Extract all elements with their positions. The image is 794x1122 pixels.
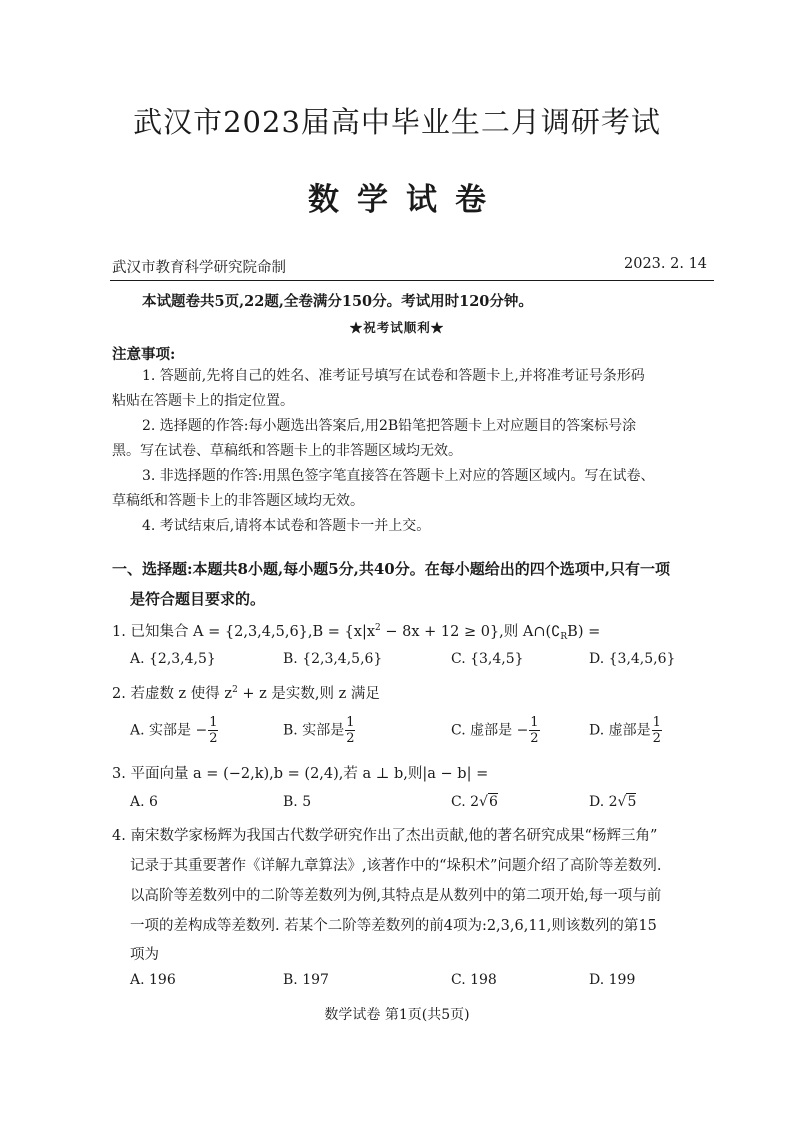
radicand: 6 (488, 794, 498, 810)
fraction (652, 716, 662, 745)
fraction (529, 716, 539, 745)
good-luck-line: ★祝考试顺利★ (349, 320, 445, 335)
question-4-line: 记录于其重要著作《详解九章算法》,该著作中的“垛积术”问题介绍了高阶等差数列. (130, 858, 662, 874)
header-rule (110, 280, 714, 281)
radicand: 5 (627, 794, 637, 810)
q2-stem-part: 2. 若虚数 z 使得 z (112, 686, 233, 702)
section-heading-cont: 是符合题目要求的。 (130, 590, 266, 608)
option-label: B. 5 (283, 794, 312, 810)
question-4-line: 以高阶等差数列中的二阶等差数列为例,其特点是从数列中的第二项开始,每一项与前 (130, 888, 662, 904)
option-label: A. 6 (130, 794, 158, 810)
question-4-option-a: A. 196 (130, 972, 176, 988)
exam-date: 2023. 2. 14 (624, 256, 708, 272)
q1-subscript: R (560, 632, 568, 642)
q2-stem-part: + z 是实数,则 z 满足 (237, 686, 380, 702)
exam-intro: 本试题卷共5页,22题,全卷满分150分。考试用时120分钟。 (142, 293, 533, 310)
question-2-option-d (589, 716, 663, 745)
question-3-option-b (283, 794, 311, 810)
question-1-option-c: C. {3,4,5} (451, 651, 524, 667)
question-2-option-b (283, 716, 356, 745)
fraction-denominator: 2 (652, 731, 661, 746)
notice-line: 4. 考试结束后,请将本试卷和答题卡一并上交。 (142, 518, 431, 534)
fraction (345, 716, 355, 745)
question-1-option-a: A. {2,3,4,5} (130, 651, 216, 667)
question-1-option-d: D. {3,4,5,6} (589, 651, 676, 667)
fraction-numerator: 1 (209, 715, 218, 730)
q1-exponent: 2 (375, 623, 381, 633)
notice-line: 黑。写在试卷、草稿纸和答题卡上的非答题区域均无效。 (112, 443, 462, 459)
question-1-stem (112, 620, 600, 642)
question-2-option-c (451, 716, 541, 745)
q1-stem-part: B) = (567, 624, 601, 640)
issuer: 武汉市教育科学研究院命制 (112, 260, 286, 276)
fraction-numerator: 1 (530, 715, 539, 730)
question-1-option-b: B. {2,3,4,5,6} (283, 651, 383, 667)
option-label: C. 虚部是 − (451, 722, 529, 739)
option-label: B. 实部是 (283, 722, 345, 739)
option-label: A. 实部是 − (130, 722, 208, 739)
question-4-line: 一项的差构成等差数列. 若某个二阶等差数列的前4项为:2,3,6,11,则该数列的第15 (130, 918, 657, 934)
fraction-numerator: 1 (652, 715, 661, 730)
question-3-stem: 3. 平面向量 a = (−2,k),b = (2,4),若 a ⊥ b,则|a − b| = (112, 766, 489, 782)
question-4-option-b: B. 197 (283, 972, 329, 988)
notice-line: 2. 选择题的作答:每小题选出答案后,用2B铅笔把答题卡上对应题目的答案标号涂 (142, 418, 637, 434)
notice-line: 1. 答题前,先将自己的姓名、准考证号填写在试卷和答题卡上,并将准考证号条形码 (142, 368, 645, 384)
q1-stem-part: 1. 已知集合 A = {2,3,4,5,6},B = {x|x (112, 624, 376, 640)
question-3-option-d: D. 2√5 (589, 794, 637, 810)
option-label: D. 虚部是 (589, 722, 651, 739)
section-heading: 一、选择题:本题共8小题,每小题5分,共40分。在每小题给出的四个选项中,只有一项 (112, 560, 670, 578)
exam-subtitle: 数学试卷 (308, 182, 504, 218)
fraction-denominator: 2 (530, 731, 539, 746)
question-4-option-d: D. 199 (589, 972, 636, 988)
notice-line: 草稿纸和答题卡上的非答题区域均无效。 (112, 493, 364, 509)
question-2-option-a (130, 716, 219, 745)
option-label: D. 2 (589, 794, 618, 810)
page-footer: 数学试卷 第1页(共5页) (324, 1007, 470, 1023)
q2-exponent: 2 (232, 685, 238, 695)
question-4-line: 4. 南宋数学家杨辉为我国古代数学研究作出了杰出贡献,他的著名研究成果“杨辉三角” (112, 828, 658, 844)
question-4-line: 项为 (130, 947, 159, 963)
fraction-denominator: 2 (346, 731, 355, 746)
q1-stem-part: − 8x + 12 ≥ 0},则 A∩(∁ (380, 624, 561, 640)
question-3-option-c: C. 2√6 (451, 794, 498, 810)
option-label: C. 2 (451, 794, 480, 810)
question-4-option-c: C. 198 (451, 972, 497, 988)
notice-line: 粘贴在答题卡上的指定位置。 (112, 393, 294, 409)
exam-title: 武汉市2023届高中毕业生二月调研考试 (133, 105, 661, 139)
fraction-denominator: 2 (209, 731, 218, 746)
question-2-stem (112, 682, 380, 703)
fraction (208, 716, 218, 745)
notice-line: 3. 非选择题的作答:用黑色签字笔直接答在答题卡上对应的答题区域内。写在试卷、 (142, 468, 655, 484)
notice-heading: 注意事项: (112, 346, 176, 363)
question-3-option-a (130, 794, 158, 810)
fraction-numerator: 1 (346, 715, 355, 730)
